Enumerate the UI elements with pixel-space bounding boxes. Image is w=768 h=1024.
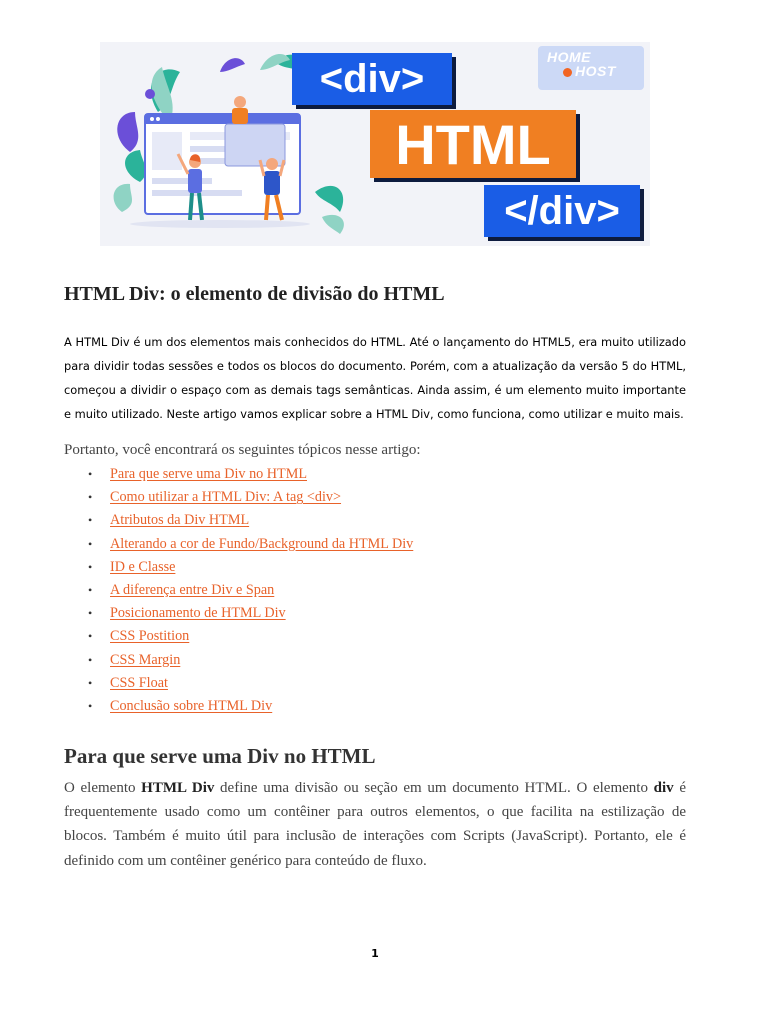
logo-line-2-text: HOST bbox=[575, 63, 616, 79]
bullet-icon: • bbox=[88, 513, 93, 528]
section-text-2: define uma divisão ou seção em um documento HTML. O elemento bbox=[214, 780, 654, 796]
intro-paragraph: A HTML Div é um dos elementos mais conhecidos do HTML. Até o lançamento do HTML5, era muito utilizado para dividir todas sessões e todos os blocos do documento. Porém, com a atualização da versão 5 do HTML, começou a dividir o espaço com as demais tags semânticas. Ainda assim, é um elemento muito importante e muito utilizado. Neste artigo vamos explicar sobre a HTML Div, como funciona, como utilizar e muito mais. bbox=[64, 335, 686, 421]
page-title: HTML Div: o elemento de divisão do HTML bbox=[64, 283, 445, 305]
logo-line-2 bbox=[545, 64, 645, 78]
toc-item bbox=[88, 602, 648, 625]
bullet-icon: • bbox=[88, 606, 93, 621]
section-text-1: O elemento bbox=[64, 780, 142, 796]
toc-link[interactable]: Conclusão sobre HTML Div bbox=[110, 697, 273, 714]
home-host-logo bbox=[545, 50, 645, 78]
banner-tag-close-div: </div> bbox=[484, 185, 640, 237]
toc-item bbox=[88, 533, 648, 556]
bullet-icon: • bbox=[88, 652, 93, 667]
logo-dot-icon bbox=[563, 68, 572, 77]
toc-link[interactable]: CSS Float bbox=[110, 674, 168, 691]
section-bold-2: div bbox=[653, 780, 674, 796]
bullet-icon: • bbox=[88, 467, 93, 482]
section-heading: Para que serve uma Div no HTML bbox=[64, 744, 376, 768]
toc-lead: Portanto, você encontrará os seguintes tópicos nesse artigo: bbox=[64, 442, 421, 458]
toc-item bbox=[88, 625, 648, 648]
toc-item bbox=[88, 556, 648, 579]
toc-link[interactable]: Posicionamento de HTML Div bbox=[110, 605, 286, 622]
bullet-icon: • bbox=[88, 583, 93, 598]
logo-line-1: HOME bbox=[547, 49, 591, 65]
toc-link[interactable]: CSS Margin bbox=[110, 651, 181, 668]
toc-item bbox=[88, 486, 648, 509]
page-number: 1 bbox=[371, 947, 379, 960]
bullet-icon: • bbox=[88, 675, 93, 690]
toc-link[interactable]: ID e Classe bbox=[110, 558, 176, 575]
section-paragraph bbox=[64, 776, 686, 873]
toc-link[interactable]: Para que serve uma Div no HTML bbox=[110, 466, 307, 483]
toc-item bbox=[88, 579, 648, 602]
toc-link[interactable]: Alterando a cor de Fundo/Background da HTML Div bbox=[110, 535, 414, 552]
toc-item bbox=[88, 463, 648, 486]
section-bold-1: HTML Div bbox=[141, 780, 215, 796]
toc-link[interactable]: A diferença entre Div e Span bbox=[110, 582, 275, 599]
table-of-contents bbox=[88, 463, 648, 718]
section-text-3: é frequentemente usado como um contêiner para outros elementos, o que facilita na estilização de blocos. Também é muito útil para inclusão de interações com Scripts (JavaScript). Portanto, ele é definido com um contêiner genérico para conteúdo de fluxo. bbox=[64, 780, 686, 869]
toc-link[interactable]: CSS Postition bbox=[110, 628, 190, 645]
toc-item bbox=[88, 695, 648, 718]
bullet-icon: • bbox=[88, 698, 93, 713]
toc-item bbox=[88, 649, 648, 672]
bullet-icon: • bbox=[88, 536, 93, 551]
toc-item bbox=[88, 672, 648, 695]
banner-tag-open-div: <div> bbox=[292, 53, 452, 105]
bullet-icon: • bbox=[88, 490, 93, 505]
bullet-icon: • bbox=[88, 629, 93, 644]
toc-link[interactable]: Como utilizar a HTML Div: A tag <div> bbox=[110, 489, 342, 506]
bullet-icon: • bbox=[88, 559, 93, 574]
banner-tag-html: HTML bbox=[370, 110, 576, 178]
toc-link[interactable]: Atributos da Div HTML bbox=[110, 512, 250, 529]
toc-item bbox=[88, 509, 648, 532]
